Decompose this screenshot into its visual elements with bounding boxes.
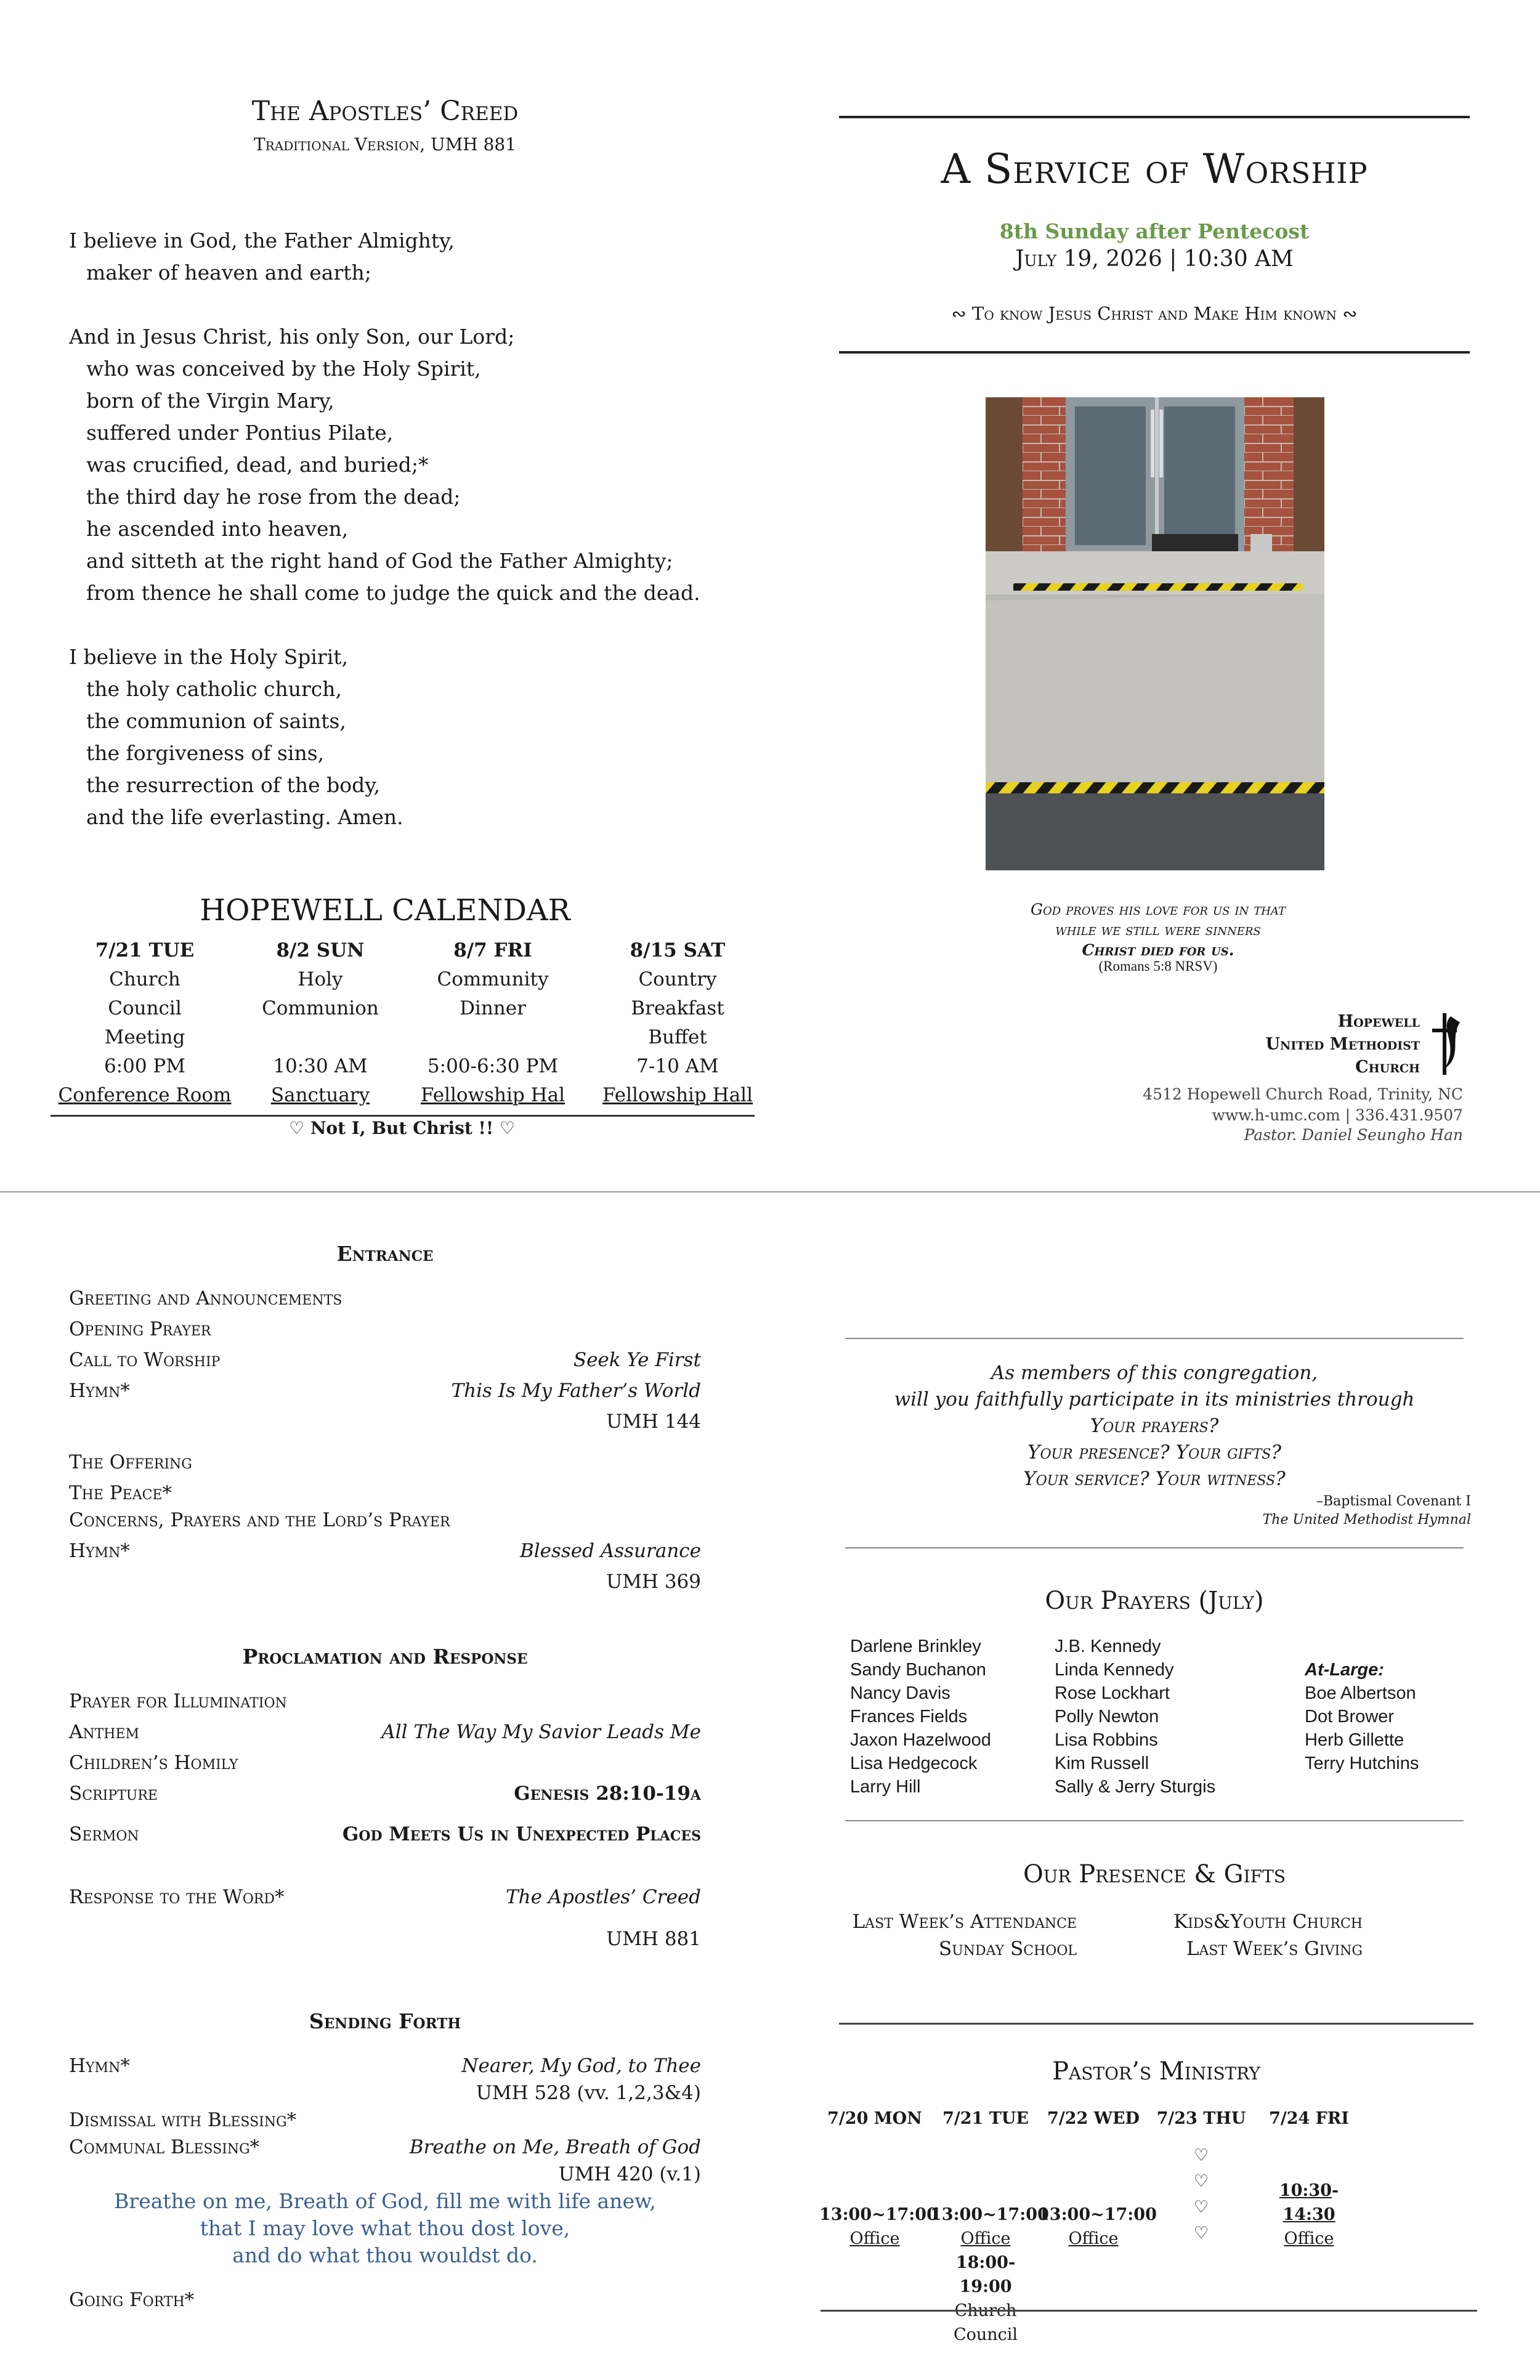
prayer-name: Terry Hutchins bbox=[1305, 1754, 1419, 1773]
item-label: Communal Blessing* bbox=[69, 2136, 260, 2158]
order-item bbox=[69, 2289, 701, 2318]
prayer-name: Nancy Davis bbox=[850, 1683, 950, 1703]
section-heading-sending: Sending Forth bbox=[309, 2009, 461, 2033]
ministry-place: Office bbox=[960, 2229, 1011, 2248]
order-item bbox=[69, 1823, 701, 1853]
item-label: Dismissal with Blessing* bbox=[69, 2109, 297, 2131]
calendar-col bbox=[49, 936, 240, 1110]
cover-date: July 19, 2026 | 10:30 AM bbox=[1015, 246, 1294, 272]
verse-line: God proves his love for us in that bbox=[1031, 901, 1286, 918]
ministry-time-start: 10:30 bbox=[1279, 2181, 1332, 2200]
creed-line: And in Jesus Christ, his only Son, our Lord; bbox=[69, 325, 515, 349]
item-label: Prayer for Illumination bbox=[69, 1690, 287, 1712]
ministry-time: 13:00~17:00 bbox=[819, 2205, 938, 2224]
calendar-event: Country bbox=[638, 968, 717, 990]
calendar-title: HOPEWELL CALENDAR bbox=[200, 893, 570, 928]
cover-verse bbox=[936, 899, 1380, 960]
prayer-name: Dot Brower bbox=[1305, 1707, 1395, 1726]
covenant-line: will you faithfully participate in its ministries through bbox=[894, 1388, 1415, 1411]
order-item bbox=[69, 1540, 701, 1569]
prayer-at-large-heading: At-Large: bbox=[1305, 1660, 1384, 1680]
calendar-event: Holy bbox=[298, 968, 343, 990]
calendar-event: Council bbox=[108, 997, 182, 1019]
ministry-place: Office bbox=[849, 2229, 900, 2248]
order-item bbox=[69, 2055, 701, 2084]
ministry-event: Church bbox=[954, 2301, 1017, 2320]
calendar-event: Breakfast bbox=[631, 997, 724, 1019]
creed-stanza-1 bbox=[69, 225, 747, 289]
calendar-date: 8/7 FRI bbox=[453, 939, 532, 961]
creed-line: suffered under Pontius Pilate, bbox=[86, 421, 394, 445]
ministry-day: 7/21 TUE bbox=[942, 2109, 1029, 2128]
ministry-col-wed bbox=[1038, 2107, 1157, 2251]
prayer-column bbox=[1305, 1658, 1489, 1775]
ministry-time: 18:00-19:00 bbox=[955, 2253, 1016, 2296]
creed-line: the resurrection of the body, bbox=[86, 773, 380, 797]
covenant-bottom-rule bbox=[845, 1547, 1464, 1548]
ministry-heading: Pastor’s Ministry bbox=[1052, 2057, 1260, 2086]
church-name-line: Hopewell bbox=[1337, 1012, 1420, 1031]
order-item bbox=[69, 1451, 701, 1481]
creed-line: from thence he shall come to judge the quick and the dead. bbox=[86, 581, 700, 605]
ministry-bottom-rule bbox=[821, 2310, 1477, 2312]
prayer-name: Boe Albertson bbox=[1305, 1683, 1416, 1703]
covenant-line: Your presence? Your gifts? bbox=[1027, 1441, 1281, 1463]
creed-subtitle: Traditional Version, UMH 881 bbox=[253, 134, 517, 155]
section-heading-proclamation: Proclamation and Response bbox=[242, 1645, 528, 1669]
creed-line: born of the Virgin Mary, bbox=[86, 389, 334, 413]
item-title: All The Way My Savior Leads Me bbox=[381, 1721, 701, 1743]
presence-heading: Our Presence & Gifts bbox=[1023, 1860, 1286, 1888]
prayer-column bbox=[850, 1635, 1053, 1799]
calendar-place: Conference Room bbox=[58, 1084, 232, 1106]
order-item bbox=[69, 1752, 701, 1781]
lyric-line: that I may love what thou dost love, bbox=[200, 2216, 570, 2240]
covenant-line: Your prayers? bbox=[1090, 1415, 1219, 1437]
section-heading-entrance: Entrance bbox=[336, 1242, 434, 1266]
blessing-lyric bbox=[69, 2188, 701, 2269]
covenant-source: –Baptismal Covenant I bbox=[1316, 1494, 1471, 1509]
order-item bbox=[69, 2082, 701, 2111]
calendar-date: 7/21 TUE bbox=[95, 939, 195, 961]
item-hymnal-number: UMH 369 bbox=[606, 1571, 701, 1593]
calendar-event: Community bbox=[437, 968, 549, 990]
cover-motto: ∾ To know Jesus Christ and Make Him known ∾ bbox=[951, 303, 1358, 324]
order-item bbox=[69, 1721, 701, 1751]
prayer-name: Kim Russell bbox=[1055, 1754, 1149, 1773]
prayer-name: Frances Fields bbox=[850, 1707, 968, 1726]
order-item bbox=[69, 1482, 701, 1512]
heart-icon: ♡ bbox=[1193, 2172, 1209, 2191]
order-item bbox=[69, 1886, 701, 1916]
prayer-name: Darlene Brinkley bbox=[850, 1637, 981, 1656]
creed-stanza-2 bbox=[69, 321, 747, 609]
order-item bbox=[69, 1928, 701, 1957]
church-address: 4512 Hopewell Church Road, Trinity, NC bbox=[1143, 1085, 1463, 1103]
calendar-event: Church bbox=[109, 968, 180, 990]
church-name-line: United Methodist bbox=[1265, 1035, 1420, 1054]
ministry-time-dash: - bbox=[1331, 2181, 1339, 2200]
item-label: Scripture bbox=[69, 1783, 158, 1805]
verse-line: Christ died for us. bbox=[1082, 941, 1234, 959]
creed-line: and sitteth at the right hand of God the Father Almighty; bbox=[86, 549, 673, 573]
church-contact: www.h-umc.com | 336.431.9507 bbox=[1212, 1106, 1463, 1124]
ministry-col-mon bbox=[819, 2107, 938, 2251]
presence-sunday-school: Sunday School bbox=[939, 1938, 1077, 1960]
heart-icon: ♡ bbox=[1193, 2198, 1209, 2217]
lyric-line: Breathe on me, Breath of God, fill me with life anew, bbox=[114, 2189, 656, 2213]
prayer-name: Linda Kennedy bbox=[1055, 1660, 1174, 1680]
ministry-day: 7/24 FRI bbox=[1269, 2109, 1349, 2128]
presence-giving: Last Week’s Giving bbox=[1186, 1938, 1363, 1960]
covenant-line: As members of this congregation, bbox=[991, 1362, 1318, 1384]
cover-title: A Service of Worship bbox=[941, 145, 1368, 193]
church-name-line: Church bbox=[1355, 1058, 1420, 1077]
item-label: Children’s Homily bbox=[69, 1752, 238, 1774]
calendar-col bbox=[400, 936, 585, 1110]
order-item bbox=[69, 2136, 701, 2166]
ministry-time bbox=[1254, 2179, 1364, 2227]
ministry-time: 13:00~17:00 bbox=[1038, 2205, 1157, 2224]
item-label: Opening Prayer bbox=[69, 1318, 211, 1340]
creed-line: I believe in God, the Father Almighty, bbox=[69, 229, 455, 253]
calendar-time: 10:30 AM bbox=[273, 1055, 368, 1077]
creed-line: the forgiveness of sins, bbox=[86, 741, 325, 765]
calendar-date: 8/15 SAT bbox=[630, 939, 726, 961]
prayer-name: Larry Hill bbox=[850, 1777, 921, 1797]
sermon-title: God Meets Us in Unexpected Places bbox=[342, 1823, 701, 1845]
lyric-line: and do what thou wouldst do. bbox=[232, 2243, 538, 2267]
item-title: This Is My Father’s World bbox=[451, 1380, 701, 1402]
verse-line: while we still were sinners bbox=[1055, 921, 1261, 939]
church-name bbox=[1207, 1010, 1420, 1079]
item-hymnal-number: UMH 528 (vv. 1,2,3&4) bbox=[476, 2082, 701, 2104]
order-item bbox=[69, 2109, 701, 2139]
church-pastor: Pastor. Daniel Seungho Han bbox=[1244, 1126, 1463, 1144]
item-label: Anthem bbox=[69, 1721, 140, 1743]
prayer-name: Sally & Jerry Sturgis bbox=[1055, 1777, 1216, 1797]
ministry-day: 7/22 WED bbox=[1047, 2109, 1140, 2128]
calendar-time: 7-10 AM bbox=[636, 1055, 719, 1077]
order-item bbox=[69, 1783, 701, 1812]
prayer-name: Sandy Buchanon bbox=[850, 1660, 986, 1680]
prayers-bottom-rule bbox=[845, 1820, 1464, 1821]
item-label: Going Forth* bbox=[69, 2289, 195, 2311]
creed-line: the communion of saints, bbox=[86, 709, 346, 733]
cover-bottom-rule bbox=[839, 351, 1470, 354]
prayer-name: Herb Gillette bbox=[1305, 1730, 1404, 1750]
ministry-place: Office bbox=[1068, 2229, 1119, 2248]
creed-line: the third day he rose from the dead; bbox=[86, 485, 461, 509]
item-hymnal-number: UMH 144 bbox=[606, 1411, 701, 1433]
item-label: Response to the Word* bbox=[69, 1886, 285, 1908]
prayer-name: J.B. Kennedy bbox=[1055, 1637, 1161, 1656]
calendar-event: Meeting bbox=[104, 1026, 185, 1048]
calendar-place: Fellowship Hal bbox=[420, 1084, 565, 1106]
creed-line: he ascended into heaven, bbox=[86, 517, 349, 541]
order-item bbox=[69, 1349, 701, 1378]
cover-occasion: 8th Sunday after Pentecost bbox=[999, 219, 1310, 243]
order-item bbox=[69, 1287, 701, 1317]
creed-line: was crucified, dead, and buried;* bbox=[86, 453, 429, 477]
cover-top-rule bbox=[839, 116, 1470, 118]
covenant-text bbox=[845, 1360, 1464, 1492]
creed-line: the holy catholic church, bbox=[86, 677, 342, 701]
prayer-column bbox=[1055, 1635, 1301, 1799]
ministry-place: Office bbox=[1284, 2229, 1334, 2248]
item-label: Hymn* bbox=[69, 1540, 130, 1562]
item-hymnal-number: UMH 881 bbox=[606, 1928, 701, 1950]
calendar-col bbox=[585, 936, 770, 1110]
calendar-footer: ♡ Not I, But Christ !! ♡ bbox=[288, 1118, 515, 1138]
calendar-col bbox=[240, 936, 400, 1110]
presence-attendance: Last Week’s Attendance bbox=[852, 1911, 1077, 1933]
ministry-top-rule bbox=[839, 2023, 1473, 2025]
item-label: Hymn* bbox=[69, 1380, 130, 1402]
creed-text bbox=[69, 225, 747, 833]
heart-icon: ♡ bbox=[1193, 2224, 1209, 2243]
covenant-hymnal: The United Methodist Hymnal bbox=[1262, 1512, 1471, 1528]
item-label: Sermon bbox=[69, 1823, 139, 1845]
calendar-place: Fellowship Hall bbox=[602, 1084, 753, 1106]
creed-line: who was conceived by the Holy Spirit, bbox=[86, 357, 481, 381]
prayer-name: Lisa Robbins bbox=[1055, 1730, 1158, 1750]
calendar-rule bbox=[51, 1115, 755, 1117]
item-title: Breathe on Me, Breath of God bbox=[409, 2136, 701, 2158]
order-item bbox=[69, 1690, 701, 1720]
heart-icon: ♡ bbox=[1193, 2146, 1209, 2165]
item-title: Seek Ye First bbox=[573, 1349, 701, 1371]
creed-stanza-3 bbox=[69, 641, 747, 833]
entrance-photo bbox=[986, 397, 1324, 870]
item-label: Call to Worship bbox=[69, 1349, 221, 1371]
order-item bbox=[69, 1318, 701, 1348]
cross-and-flame-icon bbox=[1426, 1010, 1463, 1078]
ministry-col-thu bbox=[1146, 2107, 1257, 2246]
item-title: Blessed Assurance bbox=[519, 1540, 701, 1562]
prayer-name: Rose Lockhart bbox=[1055, 1683, 1170, 1703]
covenant-top-rule bbox=[845, 1338, 1464, 1339]
fold-divider bbox=[0, 1191, 1540, 1192]
creed-line: and the life everlasting. Amen. bbox=[86, 805, 403, 829]
calendar-event: Buffet bbox=[648, 1026, 707, 1048]
calendar-event: Dinner bbox=[460, 997, 526, 1019]
ministry-time: 13:00~17:00 bbox=[930, 2205, 1049, 2224]
prayers-heading: Our Prayers (July) bbox=[1045, 1587, 1264, 1615]
ministry-time-end: 14:30 bbox=[1283, 2205, 1335, 2224]
item-hymnal-number: UMH 420 (v.1) bbox=[558, 2163, 701, 2185]
calendar-time: 5:00-6:30 PM bbox=[427, 1055, 559, 1077]
ministry-day: 7/20 MON bbox=[827, 2109, 922, 2128]
item-label: The Offering bbox=[69, 1451, 192, 1473]
item-label: Concerns, Prayers and the Lord’s Prayer bbox=[69, 1509, 450, 1531]
order-item bbox=[69, 1411, 701, 1440]
prayer-name: Polly Newton bbox=[1055, 1707, 1159, 1726]
calendar-place: Sanctuary bbox=[270, 1084, 370, 1106]
calendar-event: Communion bbox=[262, 997, 379, 1019]
ministry-col-fri bbox=[1254, 2107, 1364, 2251]
item-title: The Apostles’ Creed bbox=[505, 1886, 701, 1908]
item-label: Greeting and Announcements bbox=[69, 1287, 342, 1309]
creed-title: The Apostles’ Creed bbox=[251, 95, 519, 127]
item-label: The Peace* bbox=[69, 1482, 172, 1504]
covenant-line: Your service? Your witness? bbox=[1023, 1468, 1286, 1490]
item-title: Genesis 28:10-19a bbox=[514, 1783, 701, 1805]
ministry-event: Council bbox=[953, 2325, 1018, 2344]
presence-kids-youth: Kids&Youth Church bbox=[1173, 1911, 1363, 1933]
creed-line: maker of heaven and earth; bbox=[86, 261, 371, 285]
creed-line: I believe in the Holy Spirit, bbox=[69, 645, 349, 669]
item-label: Hymn* bbox=[69, 2055, 130, 2077]
item-title: Nearer, My God, to Thee bbox=[461, 2055, 701, 2077]
order-item bbox=[69, 1571, 701, 1600]
calendar-time: 6:00 PM bbox=[103, 1055, 186, 1077]
ministry-day: 7/23 THU bbox=[1156, 2109, 1246, 2128]
prayer-name: Lisa Hedgecock bbox=[850, 1754, 978, 1773]
order-item bbox=[69, 1380, 701, 1409]
verse-reference: (Romans 5:8 NRSV) bbox=[1098, 958, 1218, 974]
order-item bbox=[69, 1509, 701, 1539]
prayer-name: Jaxon Hazelwood bbox=[850, 1730, 991, 1750]
calendar-date: 8/2 SUN bbox=[276, 939, 365, 961]
